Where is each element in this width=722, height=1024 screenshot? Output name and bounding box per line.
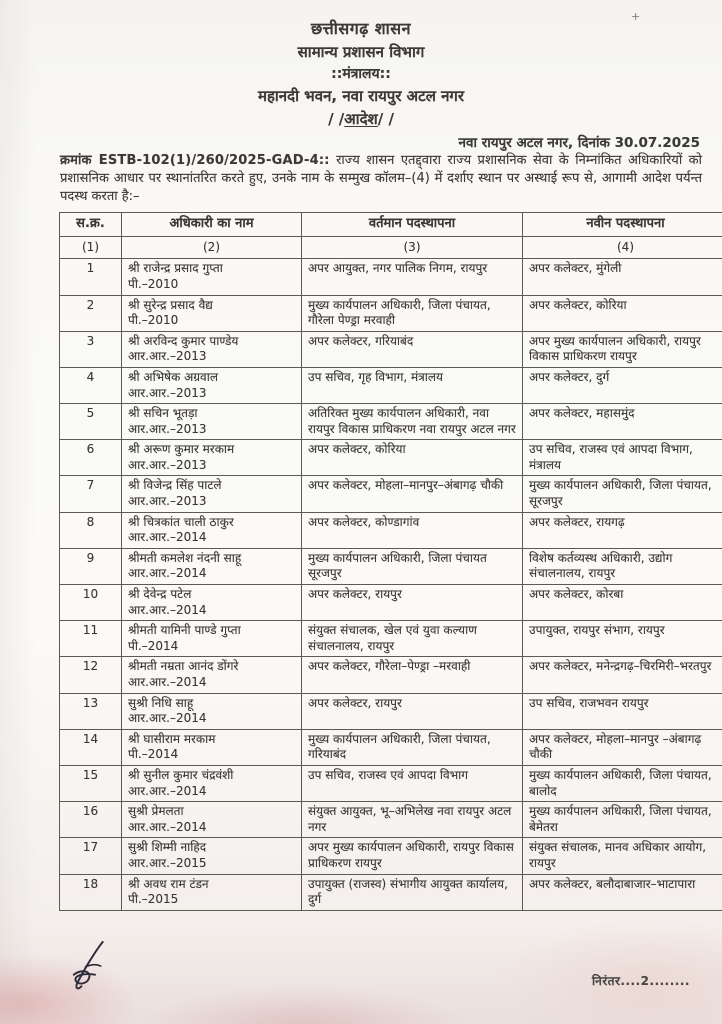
cell-officer	[122, 765, 302, 801]
cell-current-posting: उप सचिव, गृह विभाग, मंत्रालय	[302, 367, 523, 403]
cell-officer	[122, 621, 302, 657]
cell-current-posting: अपर कलेक्टर, गरियाबंद	[302, 331, 523, 367]
order-number: क्रमांक ESTB-102(1)/260/2025-GAD-4::	[60, 152, 330, 168]
col-number-1: (1)	[60, 236, 122, 259]
cell-current-posting: उप सचिव, राजस्व एवं आपदा विभाग	[302, 765, 523, 801]
cell-new-posting: अपर कलेक्टर, कोरिया	[523, 295, 722, 331]
table-column-number-row	[60, 236, 722, 259]
government-name: छत्तीसगढ़ शासन	[310, 19, 412, 38]
cell-current-posting: संयुक्त संचालक, खेल एवं युवा कल्याण संचालनालय, रायपुर	[302, 621, 523, 657]
officer-name: श्री राजेन्द्र प्रसाद गुप्ता	[128, 261, 223, 276]
table-row	[60, 295, 722, 331]
col-number-3: (3)	[302, 236, 523, 259]
cell-officer	[122, 259, 302, 295]
cell-current-posting: संयुक्त आयुक्त, भू–अभिलेख नवा रायपुर अटल नगर	[302, 802, 523, 838]
officer-name: श्रीमती यामिनी पाण्डे गुप्ता	[128, 623, 241, 638]
cell-serial: 16	[60, 802, 122, 838]
order-title-word: आदेश	[344, 110, 378, 128]
cell-officer	[122, 440, 302, 476]
cell-serial: 1	[60, 259, 122, 295]
cell-officer	[122, 404, 302, 440]
cell-officer	[122, 476, 302, 512]
officer-batch: आर.आर.–2014	[128, 602, 207, 617]
officer-name: सुश्री शिम्मी नाहिद	[128, 840, 207, 855]
officer-batch: आर.आर.–2014	[128, 783, 207, 798]
order-title	[0, 108, 722, 131]
officer-name: श्रीमती नम्रता आनंद डोंगरे	[128, 659, 239, 674]
table-row	[60, 404, 722, 440]
cell-new-posting: विशेष कर्तव्यस्थ अधिकारी, उद्योग संचालनालय, रायपुर	[523, 548, 722, 584]
corner-registration-mark: +	[631, 10, 641, 23]
col-number-4: (4)	[523, 236, 722, 259]
table-row	[60, 765, 722, 801]
officer-batch: पी.–2014	[128, 747, 179, 762]
table-row	[60, 476, 722, 512]
officer-batch: पी.–2010	[128, 313, 179, 328]
table-row	[60, 802, 722, 838]
cell-current-posting: अपर आयुक्त, नगर पालिक निगम, रायपुर	[302, 259, 523, 295]
officer-name: श्रीमती कमलेश नंदनी साहू	[128, 550, 242, 565]
officer-name: श्री सुनील कुमार चंद्रवंशी	[128, 767, 234, 782]
officer-batch: आर.आर.–2013	[128, 494, 207, 509]
cell-new-posting: अपर मुख्य कार्यपालन अधिकारी, रायपुर विकास प्राधिकरण रायपुर	[523, 331, 722, 367]
cell-officer	[122, 585, 302, 621]
cell-officer	[122, 874, 302, 910]
table-row	[60, 838, 722, 874]
table-row	[60, 585, 722, 621]
table-row	[60, 657, 722, 693]
officer-batch: आर.आर.–2015	[128, 855, 207, 870]
cell-new-posting: मुख्य कार्यपालन अधिकारी, जिला पंचायत, बालोद	[523, 765, 722, 801]
cell-current-posting: मुख्य कार्यपालन अधिकारी, जिला पंचायत, गरियाबंद	[302, 729, 523, 765]
cell-serial: 13	[60, 693, 122, 729]
cell-serial: 6	[60, 440, 122, 476]
order-title-prefix: / /	[328, 110, 345, 128]
cell-new-posting: अपर कलेक्टर, दुर्ग	[523, 367, 722, 403]
officer-name: श्री घासीराम मरकाम	[128, 731, 216, 746]
col-header-new-posting: नवीन पदस्थापना	[523, 212, 722, 236]
cell-officer	[122, 802, 302, 838]
continuation-note: निरंतर....2........	[592, 974, 690, 988]
cell-officer	[122, 657, 302, 693]
cell-current-posting: अपर कलेक्टर, रायपुर	[302, 693, 523, 729]
order-title-suffix: / /	[377, 110, 394, 128]
cell-serial: 8	[60, 512, 122, 548]
officer-batch: पी.–2015	[128, 892, 179, 907]
cell-current-posting: अपर कलेक्टर, गौरेला–पेण्ड्रा –मरवाही	[302, 657, 523, 693]
cell-serial: 3	[60, 331, 122, 367]
table-row	[60, 693, 722, 729]
cell-current-posting: उपायुक्त (राजस्व) संभागीय आयुक्त कार्यालय, दुर्ग	[302, 874, 523, 910]
document-header	[0, 0, 722, 131]
officer-batch: आर.आर.–2014	[128, 819, 207, 834]
cell-officer	[122, 729, 302, 765]
cell-current-posting: अपर कलेक्टर, रायपुर	[302, 585, 523, 621]
cell-current-posting: अतिरिक्त मुख्य कार्यपालन अधिकारी, नवा रायपुर विकास प्राधिकरण नवा रायपुर अटल नगर	[302, 404, 523, 440]
officer-name: श्री अभिषेक अग्रवाल	[128, 369, 218, 384]
cell-new-posting: अपर कलेक्टर, मुंगेली	[523, 259, 722, 295]
col-header-serial: स.क्र.	[60, 212, 122, 236]
cell-current-posting: अपर कलेक्टर, मोहला–मानपुर–अंबागढ़ चौकी	[302, 476, 523, 512]
cell-serial: 7	[60, 476, 122, 512]
order-body-text: राज्य शासन एतद्द्वारा राज्य प्रशासनिक सेवा के निम्नांकित अधिकारियों को प्रशासनिक आधार पर स्थानांतरित करते हुए, उनके नाम के सम्मुख कॉलम–(4) में दर्शाए स्थान पर अस्थाई रूप से, आगामी आदेश पर्यन्त पदस्थ करता है:–	[60, 152, 702, 205]
cell-serial: 11	[60, 621, 122, 657]
cell-new-posting: संयुक्त संचालक, मानव अधिकार आयोग, रायपुर	[523, 838, 722, 874]
officer-name: श्री चित्रकांत चाली ठाकुर	[128, 514, 234, 529]
cell-serial: 9	[60, 548, 122, 584]
officer-name: श्री सुरेन्द्र प्रसाद वैद्य	[128, 297, 213, 312]
officer-batch: आर.आर.–2013	[128, 385, 207, 400]
cell-officer	[122, 693, 302, 729]
transfer-table-body	[60, 259, 722, 910]
cell-new-posting: अपर कलेक्टर, महासमुंद	[523, 404, 722, 440]
cell-current-posting: मुख्य कार्यपालन अधिकारी, जिला पंचायत सूरजपुर	[302, 548, 523, 584]
officer-batch: आर.आर.–2013	[128, 457, 207, 472]
officer-name: श्री अरूण कुमार मरकाम	[128, 442, 235, 457]
cell-serial: 15	[60, 765, 122, 801]
cell-new-posting: अपर कलेक्टर, रायगढ़	[523, 512, 722, 548]
cell-serial: 2	[60, 295, 122, 331]
cell-new-posting: उप सचिव, राजभवन रायपुर	[523, 693, 722, 729]
officer-batch: आर.आर.–2014	[128, 675, 207, 689]
cell-serial: 5	[60, 404, 122, 440]
cell-current-posting: अपर कलेक्टर, कोरिया	[302, 440, 523, 476]
table-row	[60, 729, 722, 765]
col-header-officer-name: अधिकारी का नाम	[122, 212, 302, 236]
cell-new-posting: अपर कलेक्टर, बलौदाबाजार–भाटापारा	[523, 874, 722, 910]
cell-serial: 12	[60, 657, 122, 693]
table-row	[60, 874, 722, 910]
officer-batch: पी.–2014	[128, 638, 179, 653]
officer-name: सुश्री निधि साहू	[128, 695, 194, 710]
table-row	[60, 440, 722, 476]
cell-current-posting: अपर कलेक्टर, कोण्डागांव	[302, 512, 523, 548]
cell-officer	[122, 512, 302, 548]
cell-officer	[122, 295, 302, 331]
cell-serial: 18	[60, 874, 122, 910]
table-header-row	[60, 212, 722, 236]
table-row	[60, 367, 722, 403]
col-header-current-posting: वर्तमान पदस्थापना	[302, 212, 523, 236]
signature-mark	[66, 938, 124, 996]
officer-name: सुश्री प्रेमलता	[128, 804, 184, 819]
cell-serial: 4	[60, 367, 122, 403]
order-paragraph	[60, 152, 702, 207]
cell-current-posting: मुख्य कार्यपालन अधिकारी, जिला पंचायत, गौरेला पेण्ड्रा मरवाही	[302, 295, 523, 331]
officer-batch: आर.आर.–2013	[128, 421, 207, 436]
table-row	[60, 331, 722, 367]
officer-name: श्री देवेन्द्र पटेल	[128, 587, 192, 602]
officer-batch: आर.आर.–2013	[128, 349, 207, 364]
cell-new-posting: अपर कलेक्टर, मनेन्द्रगढ़–चिरमिरी–भरतपुर	[523, 657, 722, 693]
transfer-table	[59, 212, 722, 911]
officer-name: श्री विजेन्द्र सिंह पाटले	[128, 478, 222, 493]
cell-serial: 14	[60, 729, 122, 765]
cell-new-posting: मुख्य कार्यपालन अधिकारी, जिला पंचायत, बेमेतरा	[523, 802, 722, 838]
cell-new-posting: उपायुक्त, रायपुर संभाग, रायपुर	[523, 621, 722, 657]
col-number-2: (2)	[122, 236, 302, 259]
department-name: सामान्य प्रशासन विभाग	[297, 43, 425, 61]
officer-batch: आर.आर.–2014	[128, 711, 207, 726]
officer-batch: आर.आर.–2014	[128, 530, 207, 545]
cell-serial: 10	[60, 585, 122, 621]
cell-new-posting: अपर कलेक्टर, कोरबा	[523, 585, 722, 621]
officer-batch: पी.–2010	[128, 276, 179, 291]
cell-new-posting: मुख्य कार्यपालन अधिकारी, जिला पंचायत, सूरजपुर	[523, 476, 722, 512]
table-row	[60, 621, 722, 657]
table-row	[60, 512, 722, 548]
ministry-label: ::मंत्रालय::	[331, 65, 391, 82]
cell-current-posting: अपर मुख्य कार्यपालन अधिकारी, रायपुर विकास प्राधिकरण रायपुर	[302, 838, 523, 874]
table-row	[60, 259, 722, 295]
officer-name: श्री अरविन्द कुमार पाण्डेय	[128, 333, 239, 348]
cell-new-posting: उप सचिव, राजस्व एवं आपदा विभाग, मंत्रालय	[523, 440, 722, 476]
cell-officer	[122, 548, 302, 584]
officer-batch: आर.आर.–2014	[128, 566, 207, 581]
cell-serial: 17	[60, 838, 122, 874]
cell-officer	[122, 838, 302, 874]
place-date-line: नवा रायपुर अटल नगर, दिनांक 30.07.2025	[458, 134, 700, 151]
officer-name: श्री सचिन भूतड़ा	[128, 406, 198, 421]
cell-officer	[122, 367, 302, 403]
table-row	[60, 548, 722, 584]
cell-new-posting: अपर कलेक्टर, मोहला–मानपुर –अंबागढ़ चौकी	[523, 729, 722, 765]
building-address: महानदी भवन, नवा रायपुर अटल नगर	[257, 86, 465, 105]
cell-officer	[122, 331, 302, 367]
officer-name: श्री अवध राम टंडन	[128, 876, 209, 891]
